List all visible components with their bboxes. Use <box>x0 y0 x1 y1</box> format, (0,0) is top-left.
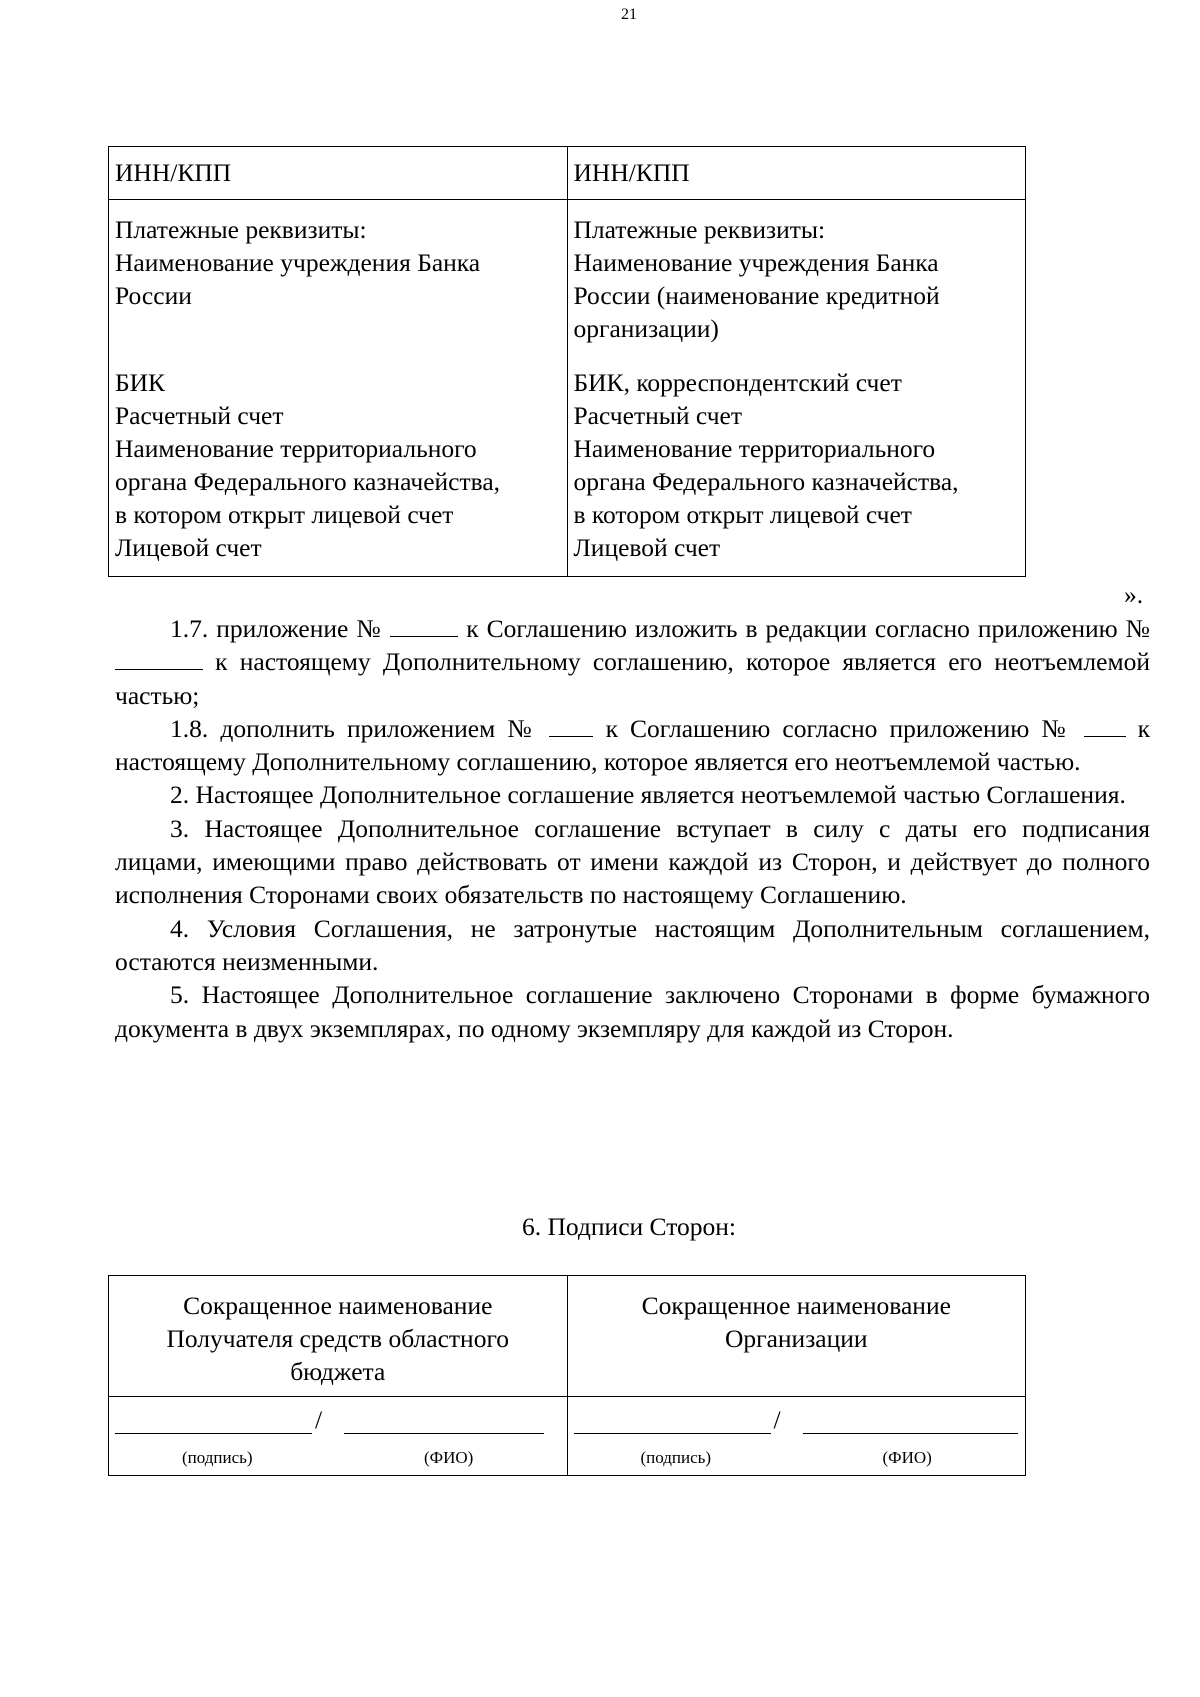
signatures-title: 6. Подписи Сторон: <box>522 1212 736 1241</box>
page-number: 21 <box>621 6 637 23</box>
blank-line <box>390 614 458 637</box>
requisite-line: в котором открыт лицевой счет <box>573 500 912 529</box>
requisite-line: БИК <box>115 368 166 397</box>
requisite-line: Лицевой счет <box>573 533 721 562</box>
signature-slash: / <box>315 1405 323 1434</box>
requisite-line: Наименование учреждения Банка <box>573 248 939 277</box>
requisite-line: Наименование учреждения Банка <box>115 248 481 277</box>
requisite-line: организации) <box>573 314 719 343</box>
right-requisites-cell <box>567 200 1026 577</box>
right-signature-cell <box>567 1397 1026 1476</box>
requisite-line: Лицевой счет <box>115 533 262 562</box>
requisite-line: Расчетный счет <box>115 401 284 430</box>
fio-caption: (ФИО) <box>424 1448 474 1467</box>
paragraph-5: 5. Настоящее Дополнительное соглашение заключено Сторонами в форме бумажного документа в двух экземплярах, по одному экземпляру для каждой из Сторон. <box>115 980 1150 1043</box>
paragraph-3: 3. Настоящее Дополнительное соглашение вступает в силу с даты его подписания лицами, имеющими право действовать от имени каждой из Сторон, и действует до полного исполнения Сторонами своих обязательств по настоящему Соглашению. <box>115 813 1150 910</box>
signature-slash: / <box>773 1405 781 1434</box>
left-party-header: Сокращенное наименование Получателя средств областного бюджета <box>109 1276 568 1397</box>
requisite-line: Расчетный счет <box>573 401 742 430</box>
paragraph-2: 2. Настоящее Дополнительное соглашение является неотъемлемой частью Соглашения. <box>170 780 1126 810</box>
paragraph-4: 4. Условия Соглашения, не затронутые настоящим Дополнительным соглашением, остаются неизменными. <box>115 913 1150 976</box>
requisite-line: Наименование территориального <box>115 434 477 463</box>
requisite-line: Наименование территориального <box>573 434 936 463</box>
blank-line <box>1084 714 1126 737</box>
signature-line <box>115 1433 312 1434</box>
paragraph-1-8: 1.8. дополнить приложением № к Соглашению согласно приложению № к настоящему Дополнительному соглашению, которое является его неотъемлемой частью. <box>115 713 1151 777</box>
fio-line <box>344 1433 544 1434</box>
signature-line <box>574 1433 771 1434</box>
blank-line <box>549 714 593 737</box>
body-text <box>115 612 1150 1045</box>
requisite-line: России (наименование кредитной <box>573 281 940 310</box>
left-requisites-cell <box>109 200 568 577</box>
fio-line <box>803 1433 1018 1434</box>
left-inn-cell: ИНН/КПП <box>109 147 568 200</box>
signature-caption: (подпись) <box>640 1448 712 1467</box>
requisites-table <box>108 146 1026 577</box>
requisite-line: Платежные реквизиты: <box>573 215 826 244</box>
right-inn-cell: ИНН/КПП <box>567 147 1026 200</box>
requisite-line: России <box>115 281 192 310</box>
signature-caption: (подпись) <box>182 1448 253 1467</box>
requisite-line: в котором открыт лицевой счет <box>115 500 454 529</box>
signatures-table <box>108 1275 1026 1476</box>
closing-quote: ». <box>1124 580 1144 609</box>
requisite-line: органа Федерального казначейства, <box>573 467 959 496</box>
left-signature-cell <box>109 1397 568 1476</box>
requisite-line: органа Федерального казначейства, <box>115 467 501 496</box>
requisite-line: БИК, корреспондентский счет <box>573 368 902 397</box>
requisite-line: Платежные реквизиты: <box>115 215 367 244</box>
fio-caption: (ФИО) <box>882 1448 932 1467</box>
paragraph-1-7: 1.7. приложение № к Соглашению изложить в редакции согласно приложению № к настоящему Дополнительному соглашению, которое является его неотъемлемой частью; <box>115 614 1151 710</box>
right-party-header: Сокращенное наименование Организации <box>567 1276 1026 1397</box>
blank-line <box>115 647 203 670</box>
